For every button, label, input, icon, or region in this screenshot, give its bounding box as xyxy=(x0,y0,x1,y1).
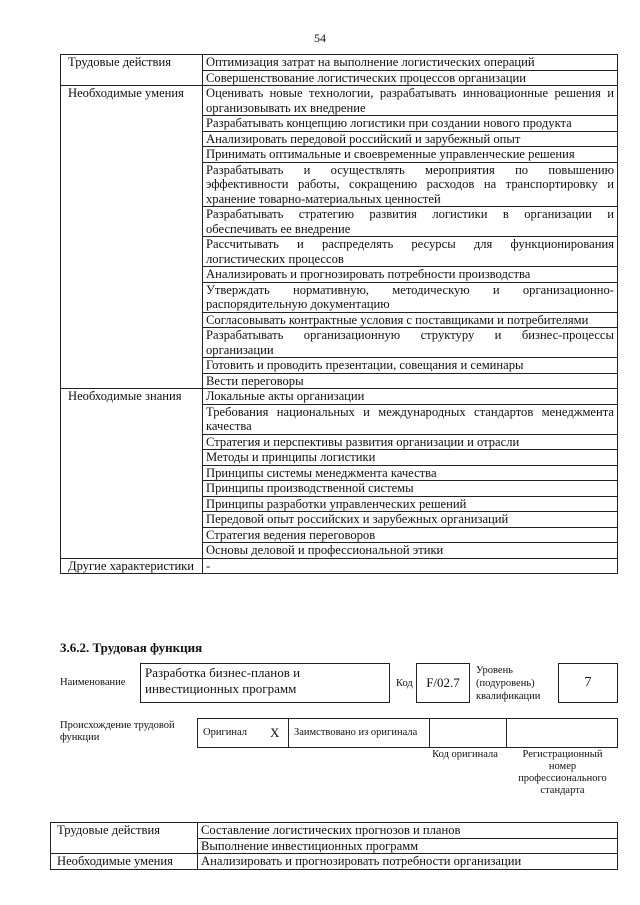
original-label: Оригинал xyxy=(203,727,247,738)
top-table-row xyxy=(61,358,618,374)
top-table-row xyxy=(61,543,618,559)
top-table-row xyxy=(61,389,618,405)
top-table-row xyxy=(61,147,618,163)
top-table-item: Вести переговоры xyxy=(203,373,618,389)
name-label: Наименование xyxy=(60,677,126,688)
bottom-table-item: Составление логистических прогнозов и планов xyxy=(198,823,618,839)
top-table-group-label-cell xyxy=(61,131,203,147)
section-title: 3.6.2. Трудовая функция xyxy=(60,640,203,655)
top-table-row xyxy=(61,131,618,147)
top-table-item: Методы и принципы логистики xyxy=(203,450,618,466)
top-table-group-label-cell xyxy=(61,86,203,116)
top-table-item: Принимать оптимальные и своевременные управленческие решения xyxy=(203,147,618,163)
code-value: F/02.7 xyxy=(426,675,460,690)
borrowed-label: Заимствовано из оригинала xyxy=(294,727,418,738)
top-table-group-label-cell xyxy=(61,481,203,497)
top-table-group-label-cell xyxy=(61,434,203,450)
top-table-row xyxy=(61,434,618,450)
top-table-row xyxy=(61,237,618,267)
bottom-table-group-label: Трудовые действия xyxy=(57,823,161,837)
top-table-item: Разрабатывать организационную структуру и бизнес-процессы организации xyxy=(203,328,618,358)
bottom-table-group-label-cell xyxy=(51,854,198,870)
top-table-group-label-cell xyxy=(61,312,203,328)
top-table-row xyxy=(61,558,618,574)
top-table-item: Готовить и проводить презентации, совещания и семинары xyxy=(203,358,618,374)
top-table-group-label-cell xyxy=(61,358,203,374)
top-table-row xyxy=(61,450,618,466)
top-table-group-label-cell xyxy=(61,207,203,237)
top-table-row xyxy=(61,116,618,132)
top-table-item: Анализировать передовой российский и зарубежный опыт xyxy=(203,131,618,147)
top-table-group-label-cell xyxy=(61,328,203,358)
top-table-item: Основы деловой и профессиональной этики xyxy=(203,543,618,559)
top-table-group-label-cell xyxy=(61,496,203,512)
top-table-group-label-cell xyxy=(61,237,203,267)
top-table-row xyxy=(61,496,618,512)
top-table-group-label: Трудовые действия xyxy=(68,55,172,69)
original-mark: X xyxy=(270,725,280,740)
origin-label: Происхождение трудовой функции xyxy=(60,720,175,743)
top-table-item: Разрабатывать концепцию логистики при создании нового продукта xyxy=(203,116,618,132)
top-table-row xyxy=(61,373,618,389)
top-table-item: Локальные акты организации xyxy=(203,389,618,405)
code-label: Код xyxy=(396,678,413,689)
top-table-row xyxy=(61,282,618,312)
origin-divider-1 xyxy=(288,719,289,747)
top-table-group-label-cell xyxy=(61,404,203,434)
top-table-row xyxy=(61,70,618,86)
top-table-group-label-cell xyxy=(61,512,203,528)
top-table-group-label: Необходимые знания xyxy=(68,389,182,403)
top-table-group-label-cell xyxy=(61,558,203,574)
function-name-box xyxy=(140,663,390,703)
top-table-row xyxy=(61,162,618,207)
top-table-group-label-cell xyxy=(61,465,203,481)
top-table-item: Совершенствование логистических процессов организации xyxy=(203,70,618,86)
origin-divider-3 xyxy=(506,719,507,747)
top-table-row xyxy=(61,267,618,283)
top-table-item: Принципы производственной системы xyxy=(203,481,618,497)
top-table-group-label-cell xyxy=(61,70,203,86)
requirements-table xyxy=(60,54,618,574)
top-table-item: Разрабатывать стратегию развития логистики в организации и обеспечивать ее внедрение xyxy=(203,207,618,237)
top-table-row xyxy=(61,465,618,481)
top-table-item: Утверждать нормативную, методическую и организационно-распорядительную документацию xyxy=(203,282,618,312)
bottom-table-row xyxy=(51,854,618,870)
bottom-table-item: Выполнение инвестиционных программ xyxy=(198,838,618,854)
top-table-item: Стратегия ведения переговоров xyxy=(203,527,618,543)
top-table-row xyxy=(61,86,618,116)
top-table-item: Принципы системы менеджмента качества xyxy=(203,465,618,481)
top-table-group-label-cell xyxy=(61,450,203,466)
bottom-table-item: Анализировать и прогнозировать потребности организации xyxy=(198,854,618,870)
top-table-row xyxy=(61,404,618,434)
top-table-item: Оптимизация затрат на выполнение логистических операций xyxy=(203,55,618,71)
top-table-item: Оценивать новые технологии, разрабатывать инновационные решения и организовывать их внедрение xyxy=(203,86,618,116)
top-table-row xyxy=(61,481,618,497)
bottom-table-row xyxy=(51,823,618,839)
top-table-item: Требования национальных и международных стандартов менеджмента качества xyxy=(203,404,618,434)
top-table-group-label-cell xyxy=(61,55,203,71)
top-table-row xyxy=(61,312,618,328)
top-table-group-label-cell xyxy=(61,373,203,389)
bottom-requirements-table xyxy=(50,822,618,870)
function-name-value: Разработка бизнес-планов и инвестиционных программ xyxy=(145,665,301,696)
top-table-row xyxy=(61,55,618,71)
top-table-group-label-cell xyxy=(61,282,203,312)
top-table-item: Согласовывать контрактные условия с поставщиками и потребителями xyxy=(203,312,618,328)
bottom-table-group-label-cell xyxy=(51,838,198,854)
page-number: 54 xyxy=(314,31,326,45)
top-table-group-label-cell xyxy=(61,162,203,207)
top-table-group-label-cell xyxy=(61,389,203,405)
top-table-row xyxy=(61,527,618,543)
top-table-group-label-cell xyxy=(61,543,203,559)
origin-table xyxy=(197,718,618,748)
bottom-table-group-label: Необходимые умения xyxy=(57,854,173,868)
top-table-group-label-cell xyxy=(61,147,203,163)
bottom-table-row xyxy=(51,838,618,854)
code-box xyxy=(416,663,470,703)
top-table-row xyxy=(61,328,618,358)
reg-caption: Регистрационный номер профессионального стандарта xyxy=(518,749,607,796)
top-table-item: Разрабатывать и осуществлять мероприятия по повышению эффективности работы, сокращению расходов на транспортировку и хранение товарно-материальных ценностей xyxy=(203,162,618,207)
top-table-group-label: Другие характеристики xyxy=(68,558,195,573)
top-table-item: Принципы разработки управленческих решений xyxy=(203,496,618,512)
origin-divider-2 xyxy=(429,719,430,747)
top-table-row xyxy=(61,207,618,237)
top-table-item: Анализировать и прогнозировать потребности производства xyxy=(203,267,618,283)
level-box xyxy=(558,663,618,703)
top-table-item: Передовой опыт российских и зарубежных организаций xyxy=(203,512,618,528)
top-table-item: Стратегия и перспективы развития организации и отрасли xyxy=(203,434,618,450)
level-value: 7 xyxy=(584,675,592,690)
code-caption: Код оригинала xyxy=(432,749,498,760)
level-label: Уровень (подуровень) квалификации xyxy=(476,665,541,702)
top-table-group-label-cell xyxy=(61,267,203,283)
bottom-table-group-label-cell xyxy=(51,823,198,839)
top-table-item: - xyxy=(203,558,618,574)
top-table-group-label: Необходимые умения xyxy=(68,86,184,100)
top-table-row xyxy=(61,512,618,528)
top-table-item: Рассчитывать и распределять ресурсы для функционирования логистических процессов xyxy=(203,237,618,267)
top-table-group-label-cell xyxy=(61,116,203,132)
top-table-group-label-cell xyxy=(61,527,203,543)
